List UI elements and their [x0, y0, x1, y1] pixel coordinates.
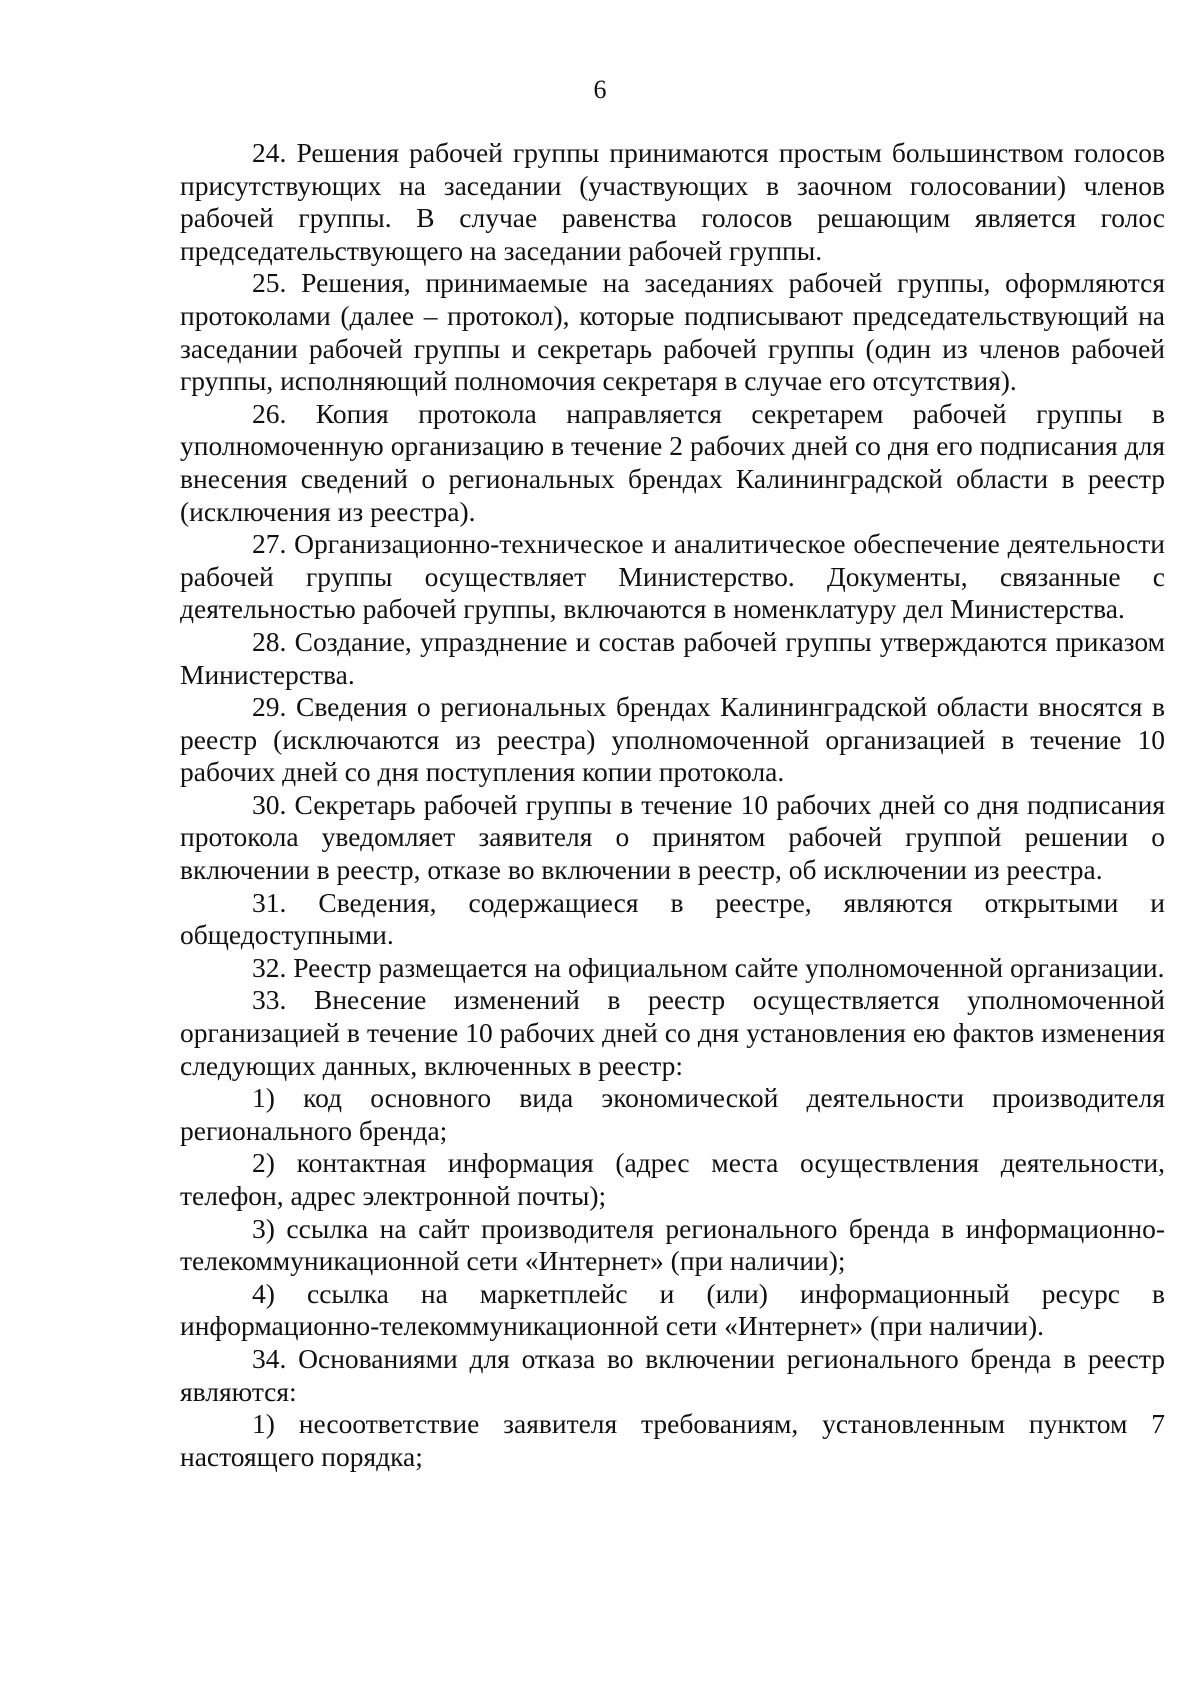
list-item-33-2: 2) контактная информация (адрес места осуществления деятельности, телефон, адрес электронной почты); — [180, 1147, 1165, 1211]
paragraph-28: 28. Создание, упразднение и состав рабочей группы утверждаются приказом Министерства. — [180, 625, 1165, 690]
list-item-33-3: 3) ссылка на сайт производителя регионального бренда в информационно-телекоммуникационной сети «Интернет» (при наличии); — [180, 1212, 1165, 1277]
list-item-34-1: 1) несоответствие заявителя требованиям, установленным пунктом 7 настоящего порядка; — [180, 1408, 1165, 1472]
paragraph-25: 25. Решения, принимаемые на заседаниях рабочей группы, оформляются протоколами (далее – протокол), которые подписывают председательствующий на заседании рабочей группы и секретарь рабочей группы (один из членов рабочей группы, исполняющий полномочия секретаря в случае его отсутствия). — [180, 267, 1165, 397]
paragraph-34: 34. Основаниями для отказа во включении регионального бренда в реестр являются: — [180, 1342, 1165, 1407]
list-item-33-4: 4) ссылка на маркетплейс и (или) информационный ресурс в информационно-телекоммуникационной сети «Интернет» (при наличии). — [180, 1277, 1165, 1342]
paragraph-27: 27. Организационно-техническое и аналитическое обеспечение деятельности рабочей группы осуществляет Министерство. Документы, связанные с деятельностью рабочей группы, включаются в номенклатуру дел Министерства. — [180, 528, 1165, 625]
page-number: 6 — [593, 75, 607, 104]
paragraph-24: 24. Решения рабочей группы принимаются простым большинством голосов присутствующих на заседании (участвующих в заочном голосовании) членов рабочей группы. В случае равенства голосов решающим является голос председательствующего на заседании рабочей группы. — [180, 137, 1165, 266]
document-body — [180, 137, 1165, 1473]
list-item-33-1: 1) код основного вида экономической деятельности производителя регионального бренда; — [180, 1082, 1165, 1146]
paragraph-31: 31. Сведения, содержащиеся в реестре, являются открытыми и общедоступными. — [180, 886, 1165, 951]
paragraph-30: 30. Секретарь рабочей группы в течение 10 рабочих дней со дня подписания протокола уведомляет заявителя о принятом рабочей группой решении о включении в реестр, отказе во включении в реестр, об исключении из реестра. — [180, 788, 1165, 886]
paragraph-26: 26. Копия протокола направляется секретарем рабочей группы в уполномоченную организацию в течение 2 рабочих дней со дня его подписания для внесения сведений о региональных брендах Калининградской области в реестр (исключения из реестра). — [180, 397, 1165, 527]
paragraph-33: 33. Внесение изменений в реестр осуществляется уполномоченной организацией в течение 10 рабочих дней со дня установления ею фактов изменения следующих данных, включенных в реестр: — [180, 984, 1165, 1081]
paragraph-29: 29. Сведения о региональных брендах Калининградской области вносятся в реестр (исключаются из реестра) уполномоченной организацией в течение 10 рабочих дней со дня поступления копии протокола. — [180, 691, 1165, 788]
paragraph-32: 32. Реестр размещается на официальном сайте уполномоченной организации. — [252, 951, 1165, 983]
